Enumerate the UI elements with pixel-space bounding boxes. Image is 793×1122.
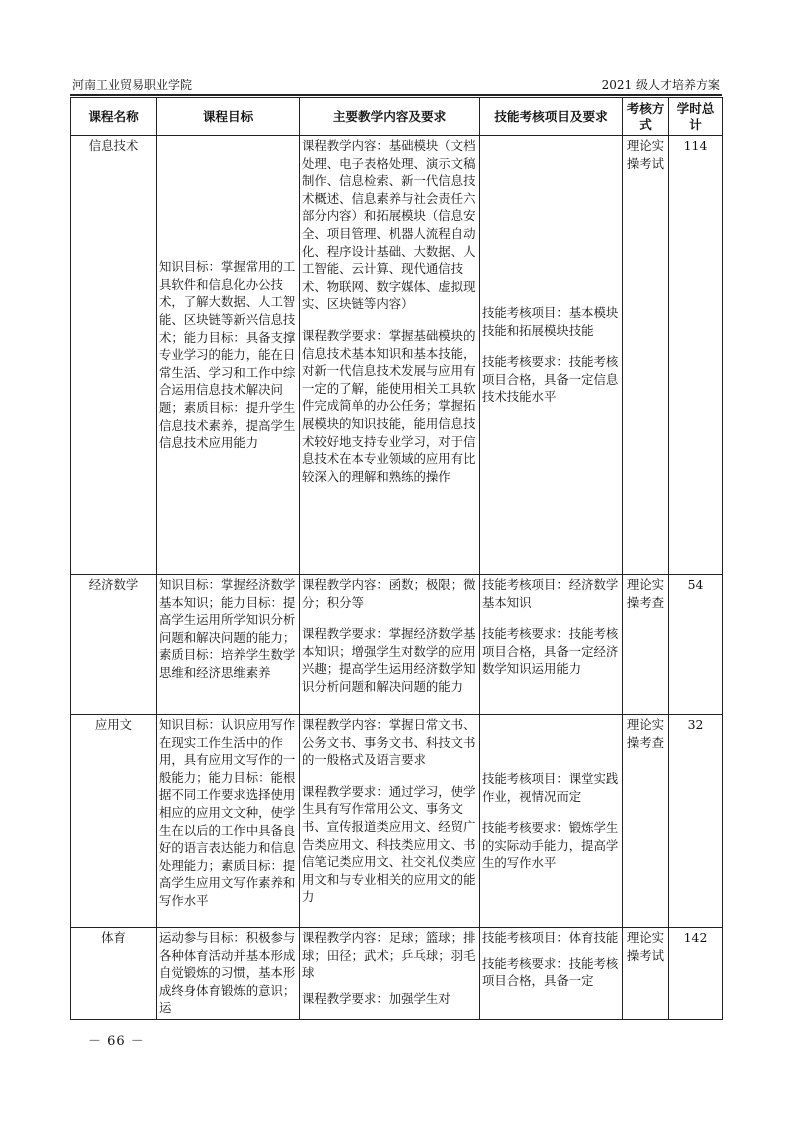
course-content-cell (300, 136, 480, 575)
course-content: 课程教学内容：基础模块（文档处理、电子表格处理、演示文稿制作、信息检索、新一代信息技术概述、信息素养与社会责任六部分内容）和拓展模块（信息安全、项目管理、机器人流程自动化、程序设计基础、大数据、人工智能、云计算、现代通信技术、物联网、数字媒体、虚拟现实、区块链等内容） (302, 138, 476, 312)
course-requirement: 课程教学要求：加强学生对 (302, 990, 451, 1006)
total-hours: 142 (669, 928, 723, 1020)
course-requirement: 课程教学要求：掌握经济数学基本知识；增强学生对数学的应用兴趣；提高学生运用经济数学知识分析问题和解决问题的能力 (302, 626, 476, 694)
col-header-content: 主要教学内容及要求 (300, 98, 480, 136)
col-header-course-name: 课程名称 (71, 98, 157, 136)
course-content-cell (300, 715, 480, 928)
total-hours: 32 (669, 715, 723, 928)
table-row (71, 575, 723, 715)
skill-requirement: 技能考核要求：技能考核项目合格，具备一定 (482, 955, 619, 989)
course-goal: 知识目标：认识应用写作在现实工作生活中的作用，具有应用文写作的一般能力；能力目标：能根据不同工作要求选择使用相应的应用文文种，使学生在以后的工作中具备良好的语言表达能力和信息处理能力；素质目标：提高学生应用文写作素养和写作水平 (157, 715, 300, 928)
skill-item: 技能考核项目：基本模块技能和拓展模块技能 (482, 305, 619, 338)
col-header-total-hours: 学时总计 (669, 98, 723, 136)
course-name: 体育 (71, 928, 157, 1020)
total-hours: 114 (669, 136, 723, 575)
skill-cell (480, 575, 623, 715)
skill-item: 技能考核项目：课堂实践作业，视情况而定 (482, 771, 619, 804)
assessment-mode: 理论实操考试 (623, 136, 669, 575)
skill-requirement: 技能考核要求：技能考核项目合格，具备一定信息技术技能水平 (482, 354, 619, 405)
course-goal: 知识目标：掌握经济数学基本知识；能力目标：提高学生运用所学知识分析问题和解决问题的能力；素质目标：培养学生数学思维和经济思维素养 (157, 575, 300, 715)
table-header-row (71, 98, 723, 136)
header-plan-title: 2021 级人才培养方案 (601, 78, 720, 92)
page-header (70, 74, 722, 96)
col-header-skill-assessment: 技能考核项目及要求 (480, 98, 623, 136)
table-row (71, 715, 723, 928)
assessment-mode: 理论实操考试 (623, 928, 669, 1020)
course-goal: 运动参与目标：积极参与各种体育活动并基本形成自觉锻炼的习惯，基本形成终身体育锻炼的意识；运 (157, 928, 300, 1020)
skill-item: 技能考核项目：体育技能 (482, 930, 619, 945)
table-row (71, 136, 723, 575)
skill-requirement: 技能考核要求：锻炼学生的实际动手能力，提高学生的写作水平 (482, 820, 619, 871)
col-header-assessment-mode: 考核方式 (623, 98, 669, 136)
assessment-mode: 理论实操考查 (623, 575, 669, 715)
skill-item: 技能考核项目：经济数学基本知识 (482, 577, 619, 610)
page-number: － 66 － (88, 1034, 145, 1049)
skill-cell (480, 715, 623, 928)
header-school-name: 河南工业贸易职业学院 (72, 78, 193, 92)
course-name: 应用文 (71, 715, 157, 928)
course-content-cell (300, 575, 480, 715)
course-requirement: 课程教学要求：通过学习，使学生具有写作常用公文、事务文书、宣传报道类应用文、经贸广告类应用文、科技类应用文、书信笔记类应用文、社交礼仪类应用文和与专业相关的应用文的能力 (302, 783, 476, 905)
course-content: 课程教学内容：足球；篮球；排球；田径；武术；乒乓球；羽毛球 (302, 930, 476, 981)
total-hours: 54 (669, 575, 723, 715)
col-header-course-goal: 课程目标 (157, 98, 300, 136)
course-goal: 知识目标：掌握常用的工具软件和信息化办公技术，了解大数据、人工智能、区块链等新兴信息技术；能力目标：具备支撑专业学习的能力，能在日常生活、学习和工作中综合运用信息技术解决问题；素质目标：提升学生信息技术素养，提高学生信息技术应用能力 (157, 136, 300, 575)
course-content: 课程教学内容：函数；极限；微分；积分等 (302, 577, 476, 610)
table-row (71, 928, 723, 1020)
course-name: 经济数学 (71, 575, 157, 715)
course-content: 课程教学内容：掌握日常文书、公务文书、事务文书、科技文书的一般格式及语言要求 (302, 717, 476, 768)
assessment-mode: 理论实操考查 (623, 715, 669, 928)
skill-cell (480, 928, 623, 1020)
curriculum-table (70, 97, 723, 1020)
course-name: 信息技术 (71, 136, 157, 575)
course-requirement: 课程教学要求：掌握基础模块的信息技术基本知识和基本技能，对新一代信息技术发展与应用有一定的了解，能使用相关工具软件完成简单的办公任务；掌握拓展模块的知识技能，能用信息技术较好地支持专业学习，对于信息技术在本专业领域的应用有比较深入的理解和熟练的操作 (302, 327, 476, 484)
skill-cell (480, 136, 623, 575)
course-content-cell (300, 928, 480, 1020)
skill-requirement: 技能考核要求：技能考核项目合格，具备一定经济数学知识运用能力 (482, 626, 619, 677)
